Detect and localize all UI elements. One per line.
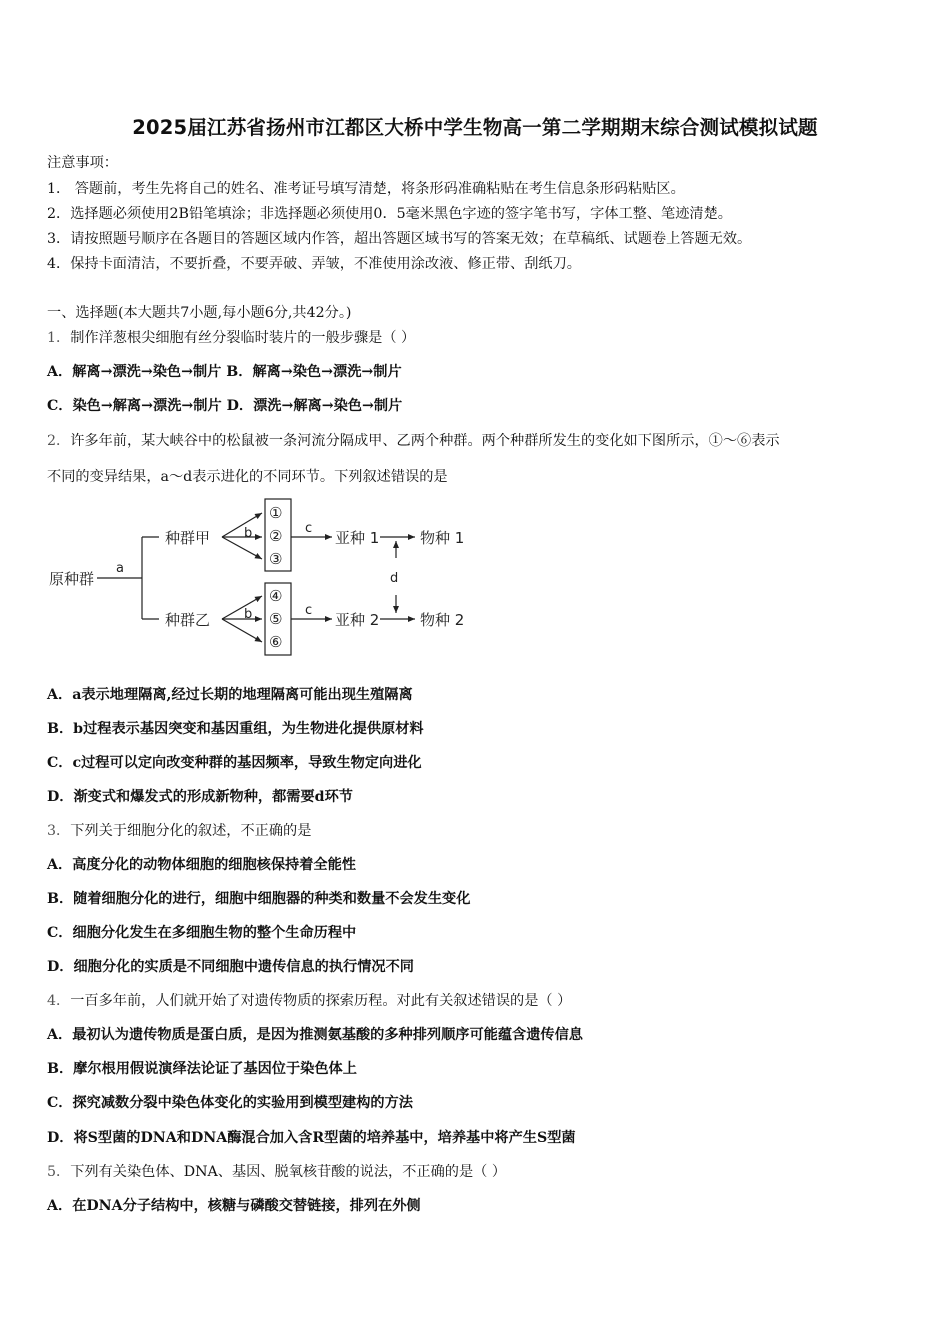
question-4-option: C．探究减数分裂中染色体变化的实验用到模型建构的方法 xyxy=(47,1095,413,1111)
question-5-option: A．在DNA分子结构中，核糖与磷酸交替链接，排列在外侧 xyxy=(47,1198,421,1214)
subspecies-2-label: 亚种 2 xyxy=(335,611,380,629)
species-2-label: 物种 2 xyxy=(420,611,465,629)
question-text: 一百多年前，人们就开始了对遗传物质的探索历程。对此有关叙述错误的是（ ） xyxy=(70,993,572,1009)
variation-mark: ① xyxy=(269,504,283,522)
origin-label: 原种群 xyxy=(49,570,95,588)
notice-heading: 注意事项： xyxy=(47,155,118,171)
question-2-option: B．b过程表示基因突变和基因重组，为生物进化提供原材料 xyxy=(47,721,424,737)
question-number: 4． xyxy=(47,993,71,1009)
question-2-stem-cont: 不同的变异结果，a～d表示进化的不同环节。下列叙述错误的是 xyxy=(47,469,448,485)
question-text: 下列有关染色体、DNA、基因、脱氧核苷酸的说法，不正确的是（ ） xyxy=(70,1164,507,1180)
question-4-stem xyxy=(47,990,571,1010)
question-1-options-row: A．解离→漂洗→染色→制片 B．解离→染色→漂洗→制片 xyxy=(47,364,402,380)
question-4-option: A．最初认为遗传物质是蛋白质，是因为推测氨基酸的多种排列顺序可能蕴含遗传信息 xyxy=(47,1027,583,1043)
variation-mark: ⑤ xyxy=(269,610,283,628)
question-3-option: D．细胞分化的实质是不同细胞中遗传信息的执行情况不同 xyxy=(47,959,414,975)
notice-item: 3．请按照题号顺序在各题目的答题区域内作答，超出答题区域书写的答案无效；在草稿纸、试题卷上答题无效。 xyxy=(47,231,752,247)
mutation-arrow xyxy=(222,513,262,537)
question-2-option: C．c过程可以定向改变种群的基因频率，导致生物定向进化 xyxy=(47,755,422,771)
speciation-diagram xyxy=(47,495,487,665)
question-3-stem xyxy=(47,820,311,840)
question-1-options-row: C．染色→解离→漂洗→制片 D．漂洗→解离→染色→制片 xyxy=(47,398,403,414)
subspecies-1-label: 亚种 1 xyxy=(335,529,380,547)
question-number: 5． xyxy=(47,1164,71,1180)
population-a-label: 种群甲 xyxy=(165,529,211,547)
step-c-label: c xyxy=(305,603,313,618)
variation-mark: ④ xyxy=(269,587,283,605)
question-number: 3． xyxy=(47,823,71,839)
step-a-label: a xyxy=(116,561,124,576)
question-5-stem xyxy=(47,1161,506,1181)
variation-mark: ② xyxy=(269,527,283,545)
section-heading: 一、选择题(本大题共7小题,每小题6分,共42分。) xyxy=(47,305,352,321)
step-b-label: b xyxy=(244,607,253,622)
mutation-arrow xyxy=(222,619,262,642)
notice-item: 4．保持卡面清洁，不要折叠，不要弄破、弄皱，不准使用涂改液、修正带、刮纸刀。 xyxy=(47,256,581,272)
population-b-label: 种群乙 xyxy=(165,611,211,629)
question-text: 制作洋葱根尖细胞有丝分裂临时装片的一般步骤是（ ） xyxy=(70,330,416,346)
notice-item: 2．选择题必须使用2B铅笔填涂；非选择题必须使用0．5毫米黑色字迹的签字笔书写，字体工整、笔迹清楚。 xyxy=(47,206,732,222)
question-number: 2． xyxy=(47,433,71,449)
question-text: 下列关于细胞分化的叙述，不正确的是 xyxy=(70,823,312,839)
page-title: 2025届江苏省扬州市江都区大桥中学生物高一第二学期期末综合测试模拟试题 xyxy=(132,116,818,139)
question-4-option: B．摩尔根用假说演绎法论证了基因位于染色体上 xyxy=(47,1061,357,1077)
species-1-label: 物种 1 xyxy=(420,529,465,547)
step-d-label: d xyxy=(390,571,399,586)
mutation-arrow xyxy=(222,596,262,619)
mutation-arrow xyxy=(222,537,262,559)
question-3-option: B．随着细胞分化的进行，细胞中细胞器的种类和数量不会发生变化 xyxy=(47,891,471,907)
question-number: 1． xyxy=(47,330,71,346)
question-2-option: D．渐变式和爆发式的形成新物种，都需要d环节 xyxy=(47,789,353,805)
step-c-label: c xyxy=(305,521,313,536)
question-4-option: D．将S型菌的DNA和DNA酶混合加入含R型菌的培养基中，培养基中将产生S型菌 xyxy=(47,1130,576,1146)
question-1-stem xyxy=(47,327,415,347)
question-2-option: A．a表示地理隔离,经过长期的地理隔离可能出现生殖隔离 xyxy=(47,687,413,703)
question-3-option: A．高度分化的动物体细胞的细胞核保持着全能性 xyxy=(47,857,356,873)
question-2-stem xyxy=(47,430,780,450)
step-b-label: b xyxy=(244,526,253,541)
variation-mark: ⑥ xyxy=(269,633,283,651)
question-3-option: C．细胞分化发生在多细胞生物的整个生命历程中 xyxy=(47,925,357,941)
question-text: 许多年前，某大峡谷中的松鼠被一条河流分隔成甲、乙两个种群。两个种群所发生的变化如下图所示，①～⑥表示 xyxy=(70,433,780,449)
variation-mark: ③ xyxy=(269,550,283,568)
notice-item: 1． 答题前，考生先将自己的姓名、准考证号填写清楚，将条形码准确粘贴在考生信息条形码粘贴区。 xyxy=(47,181,685,197)
